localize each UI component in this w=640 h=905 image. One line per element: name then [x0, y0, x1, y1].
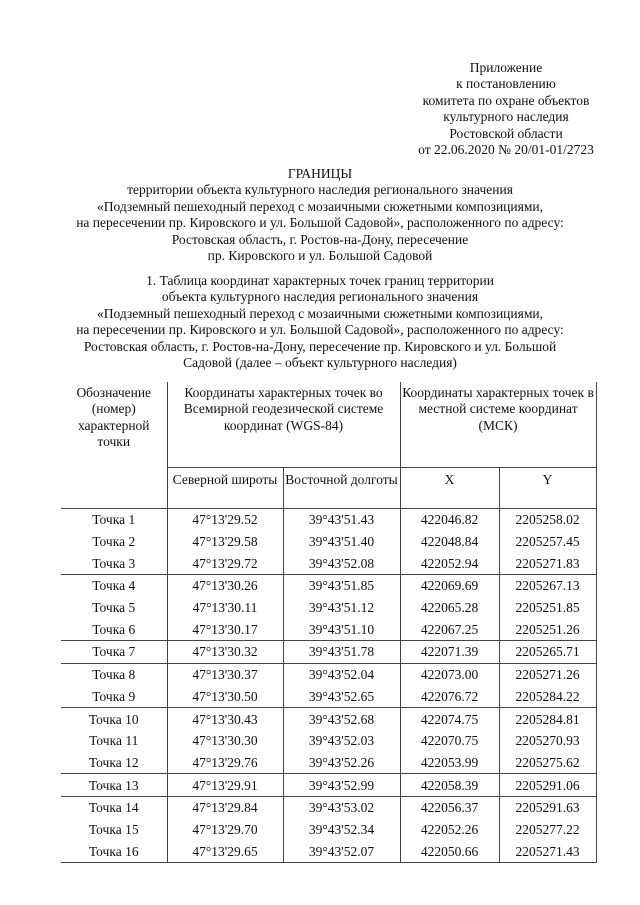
latitude-cell: 47°13'29.52 [167, 509, 283, 531]
appendix-line: к постановлению [456, 76, 556, 92]
point-cell: Точка 12 [61, 752, 167, 774]
header-msk-coordinates: Координаты характерных точек в местной системе координат (МСК) [400, 382, 596, 468]
latitude-cell: 47°13'29.91 [167, 774, 283, 797]
y-cell: 2205271.83 [499, 552, 596, 574]
latitude-cell: 47°13'29.65 [167, 840, 283, 862]
table-caption [40, 273, 600, 371]
x-cell: 422052.94 [400, 552, 499, 574]
heading-line: пр. Кировского и ул. Большой Садовой [207, 248, 433, 264]
longitude-cell: 39°43'52.26 [283, 752, 400, 774]
caption-line: «Подземный пешеходный переход с мозаичными сюжетными композициями, [97, 305, 543, 321]
table-row [61, 618, 596, 640]
table-row [61, 531, 596, 553]
page-title: ГРАНИЦЫ [287, 166, 353, 181]
latitude-cell: 47°13'29.76 [167, 752, 283, 774]
point-cell: Точка 10 [61, 708, 167, 730]
header-east-longitude: Восточной долготы [283, 468, 400, 509]
x-cell: 422076.72 [400, 686, 499, 708]
x-cell: 422046.82 [400, 509, 499, 531]
point-cell: Точка 2 [61, 531, 167, 553]
heading-line: «Подземный пешеходный переход с мозаичными сюжетными композициями, [97, 198, 543, 214]
longitude-cell: 39°43'51.12 [283, 597, 400, 619]
caption-line: Садовой (далее – объект культурного наследия) [183, 355, 457, 371]
table-row [61, 708, 596, 730]
longitude-cell: 39°43'52.34 [283, 819, 400, 841]
header-point-designation: Обозначение (номер) характерной точки [61, 382, 167, 509]
y-cell: 2205291.63 [499, 796, 596, 818]
table-row [61, 641, 596, 664]
y-cell: 2205267.13 [499, 575, 596, 597]
longitude-cell: 39°43'51.85 [283, 575, 400, 597]
latitude-cell: 47°13'30.17 [167, 618, 283, 640]
table-row [61, 752, 596, 774]
y-cell: 2205271.26 [499, 663, 596, 685]
x-cell: 422070.75 [400, 730, 499, 752]
y-cell: 2205291.06 [499, 774, 596, 797]
point-cell: Точка 5 [61, 597, 167, 619]
latitude-cell: 47°13'30.26 [167, 575, 283, 597]
x-cell: 422073.00 [400, 663, 499, 685]
caption-line: Ростовская область, г. Ростов-на-Дону, пересечение пр. Кировского и ул. Большой [83, 338, 557, 354]
appendix-line: культурного наследия [443, 109, 569, 125]
point-cell: Точка 4 [61, 575, 167, 597]
longitude-cell: 39°43'51.78 [283, 641, 400, 664]
x-cell: 422050.66 [400, 840, 499, 862]
y-cell: 2205277.22 [499, 819, 596, 841]
point-cell: Точка 7 [61, 641, 167, 664]
appendix-block [392, 60, 620, 158]
heading-line: Ростовская область, г. Ростов-на-Дону, пересечение [171, 231, 469, 247]
longitude-cell: 39°43'52.68 [283, 708, 400, 730]
latitude-cell: 47°13'30.43 [167, 708, 283, 730]
latitude-cell: 47°13'29.70 [167, 819, 283, 841]
document-heading [40, 166, 600, 264]
y-cell: 2205251.85 [499, 597, 596, 619]
appendix-line: комитета по охране объектов [422, 92, 590, 108]
table-row [61, 509, 596, 531]
y-cell: 2205284.81 [499, 708, 596, 730]
point-cell: Точка 11 [61, 730, 167, 752]
coordinates-table [61, 382, 597, 863]
y-cell: 2205258.02 [499, 509, 596, 531]
point-cell: Точка 15 [61, 819, 167, 841]
header-north-latitude: Северной широты [167, 468, 283, 509]
x-cell: 422053.99 [400, 752, 499, 774]
table-row [61, 597, 596, 619]
longitude-cell: 39°43'52.03 [283, 730, 400, 752]
point-cell: Точка 9 [61, 686, 167, 708]
table-row [61, 840, 596, 862]
latitude-cell: 47°13'29.58 [167, 531, 283, 553]
x-cell: 422074.75 [400, 708, 499, 730]
x-cell: 422069.69 [400, 575, 499, 597]
longitude-cell: 39°43'52.07 [283, 840, 400, 862]
heading-line: территории объекта культурного наследия регионального значения [127, 182, 513, 198]
point-cell: Точка 3 [61, 552, 167, 574]
caption-line: на пересечении пр. Кировского и ул. Большой Садовой», расположенного по адресу: [76, 322, 564, 338]
appendix-line: Приложение [469, 60, 543, 75]
point-cell: Точка 13 [61, 774, 167, 797]
latitude-cell: 47°13'30.11 [167, 597, 283, 619]
y-cell: 2205265.71 [499, 641, 596, 664]
longitude-cell: 39°43'51.40 [283, 531, 400, 553]
table-row [61, 663, 596, 685]
point-cell: Точка 8 [61, 663, 167, 685]
table-row [61, 552, 596, 574]
latitude-cell: 47°13'30.50 [167, 686, 283, 708]
point-cell: Точка 16 [61, 840, 167, 862]
y-cell: 2205270.93 [499, 730, 596, 752]
x-cell: 422065.28 [400, 597, 499, 619]
header-wgs84-coordinates: Координаты характерных точек во Всемирной геодезической системе координат (WGS-84) [167, 382, 400, 468]
point-cell: Точка 14 [61, 796, 167, 818]
table-row [61, 819, 596, 841]
table-row [61, 796, 596, 818]
latitude-cell: 47°13'29.72 [167, 552, 283, 574]
point-cell: Точка 6 [61, 618, 167, 640]
table-row [61, 575, 596, 597]
longitude-cell: 39°43'51.43 [283, 509, 400, 531]
x-cell: 422071.39 [400, 641, 499, 664]
y-cell: 2205271.43 [499, 840, 596, 862]
x-cell: 422067.25 [400, 618, 499, 640]
header-x: X [400, 468, 499, 509]
y-cell: 2205275.62 [499, 752, 596, 774]
table-row [61, 686, 596, 708]
longitude-cell: 39°43'53.02 [283, 796, 400, 818]
y-cell: 2205257.45 [499, 531, 596, 553]
latitude-cell: 47°13'30.30 [167, 730, 283, 752]
x-cell: 422056.37 [400, 796, 499, 818]
latitude-cell: 47°13'30.37 [167, 663, 283, 685]
x-cell: 422052.26 [400, 819, 499, 841]
longitude-cell: 39°43'51.10 [283, 618, 400, 640]
latitude-cell: 47°13'29.84 [167, 796, 283, 818]
appendix-date-number: от 22.06.2020 № 20/01-01/2723 [418, 142, 594, 158]
longitude-cell: 39°43'52.08 [283, 552, 400, 574]
longitude-cell: 39°43'52.99 [283, 774, 400, 797]
appendix-line: Ростовской области [449, 125, 563, 141]
caption-line: объекта культурного наследия регионального значения [161, 289, 479, 305]
longitude-cell: 39°43'52.65 [283, 686, 400, 708]
x-cell: 422048.84 [400, 531, 499, 553]
x-cell: 422058.39 [400, 774, 499, 797]
y-cell: 2205284.22 [499, 686, 596, 708]
y-cell: 2205251.26 [499, 618, 596, 640]
longitude-cell: 39°43'52.04 [283, 663, 400, 685]
table-row [61, 730, 596, 752]
heading-line: на пересечении пр. Кировского и ул. Большой Садовой», расположенного по адресу: [76, 215, 564, 231]
header-y: Y [499, 468, 596, 509]
table-row [61, 774, 596, 797]
point-cell: Точка 1 [61, 509, 167, 531]
caption-line: 1. Таблица координат характерных точек границ территории [146, 273, 494, 288]
latitude-cell: 47°13'30.32 [167, 641, 283, 664]
